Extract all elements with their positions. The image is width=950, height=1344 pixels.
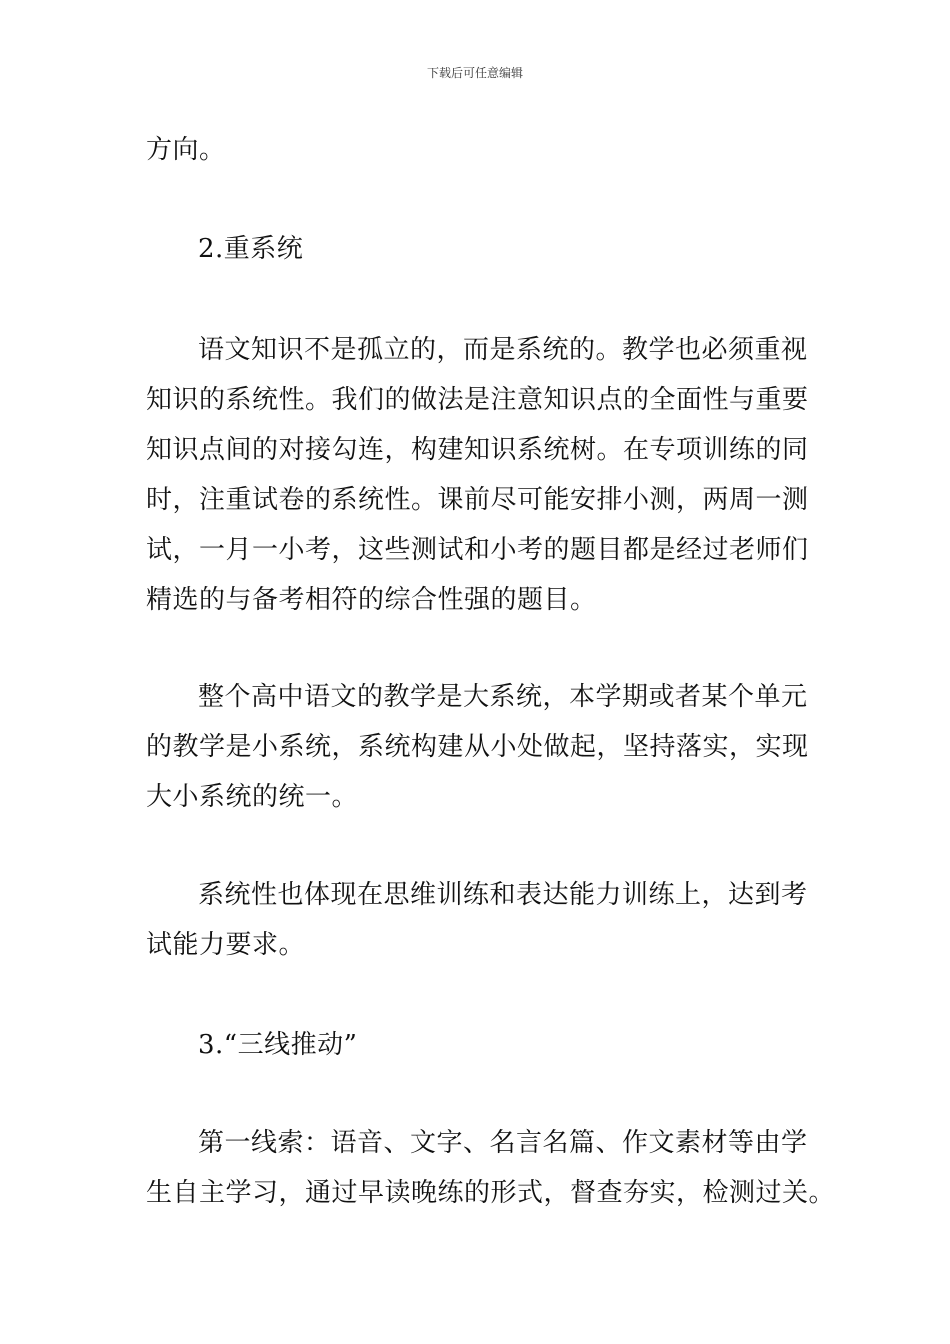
text-line: 精选的与备考相符的综合性强的题目。 <box>146 585 597 615</box>
text-line: 时，注重试卷的系统性。课前尽可能安排小测，两周一测 <box>146 485 809 515</box>
text-line: 生自主学习，通过早读晚练的形式，督查夯实，检测过关。 <box>146 1178 836 1208</box>
text-line: 方向。 <box>146 135 226 165</box>
text-line: 知识点间的对接勾连，构建知识系统树。在专项训练的同 <box>146 435 809 465</box>
paragraph-big-system <box>146 672 809 822</box>
paragraph-thinking-training <box>146 870 806 970</box>
text-line: 大小系统的统一。 <box>146 782 359 812</box>
section-heading-2 <box>146 224 858 274</box>
text-line: 语文知识不是孤立的，而是系统的。教学也必须重视 <box>198 335 808 365</box>
section-heading-3 <box>146 1020 858 1070</box>
text-line: 系统性也体现在思维训练和表达能力训练上，达到考 <box>198 880 808 910</box>
paragraph-first-clue <box>146 1118 836 1218</box>
text-line: 第一线索：语音、文字、名言名篇、作文素材等由学 <box>198 1128 808 1158</box>
text-line: 知识的系统性。我们的做法是注意知识点的全面性与重要 <box>146 385 809 415</box>
paragraph-continuation <box>146 125 806 175</box>
text-line: 整个高中语文的教学是大系统，本学期或者某个单元 <box>198 682 808 712</box>
text-line: 的教学是小系统，系统构建从小处做起，坚持落实，实现 <box>146 732 809 762</box>
heading-text: 3.“三线推动” <box>198 1030 358 1060</box>
text-line: 试，一月一小考，这些测试和小考的题目都是经过老师们 <box>146 535 809 565</box>
heading-text: 2.重系统 <box>198 234 304 264</box>
page-header: 下载后可任意编辑 <box>426 66 523 80</box>
paragraph-system-knowledge <box>146 325 809 625</box>
text-line: 试能力要求。 <box>146 930 306 960</box>
